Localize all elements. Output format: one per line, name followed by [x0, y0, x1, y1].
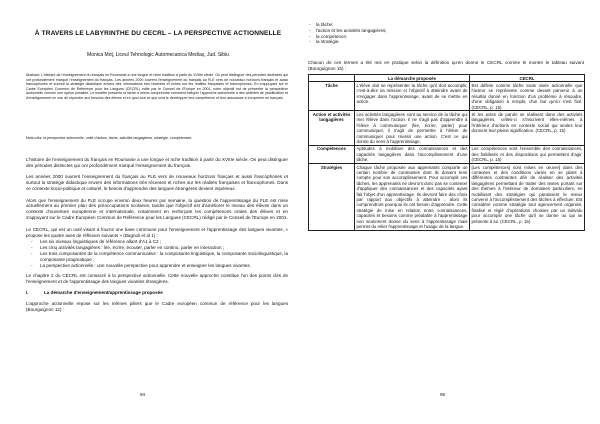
row-term: Tâche — [309, 82, 355, 111]
paragraph: Les années 2000 ouvrent l'enseignement du français au FLE vers de nouveaux horizons français et aussi francophones et surtout la stratégie didactique envers des informations très récentes et riches sur les réalités françaises et francophones. Dans ce contexte socio-politique et culturel, le besoin d'apprendre des langues étrangères devient impérieux. — [26, 174, 288, 192]
header-empty — [309, 75, 355, 82]
page-number: 95 — [440, 392, 446, 397]
table-row — [309, 164, 585, 231]
row-cecrl: Les compétences sont l'ensemble des connaissances, des habiletés et des dispositions qui permettent d'agir. (CECRL, p. 15) — [471, 146, 583, 163]
row-proposed: Les activités langagières sont au service de la tâche qui met l'élève dans l'action. Il ne s'agit pas d'apprendre à l'élève à communiquer (lire, écrire, parler) pour communiquer, il s'agit de permettre à l'élève de communiquer pour réussir une action. C'est ce qui donne du sens à l'apprentissage. — [356, 111, 468, 144]
paragraph: Le chapitre 2 du CECRL est consacré à la perspective actionnelle. Cette nouvelle approche constitue l'un des points clés de l'enseignement et de l'apprentissage des langues vivantes étrangères. — [26, 273, 288, 284]
list-item: - La perspective actionnelle : une nouvelle perspective pour apprendre et enseigner les langues vivantes. — [40, 263, 288, 269]
table-header-row — [309, 75, 585, 82]
page-number: 94 — [140, 392, 146, 397]
section-number: I. — [26, 290, 29, 296]
header-cecrl: CECRL — [470, 75, 585, 82]
article-title: À TRAVERS LE LABYRINTHE DU CECRL – LA PERSPECTIVE ACTIONNELLE — [34, 30, 282, 37]
paragraph: Le CECRL, qui est un outil visant à fournir une base commune pour l'enseignement et l'apprentissage des langues vivantes, « propose les quatre axes de réflexion suivants » (Bagnoli et al 1) : — [26, 226, 288, 238]
table-intro: Chacun de ces termes a été mis en pratique selon la définition qu'en donne le CECRL comme le montre le tableau suivant (Bourguignon 15) : — [308, 60, 584, 71]
table-row — [309, 111, 585, 145]
comparison-table — [308, 74, 585, 231]
list-item: - Les trois composantes de la compétence communicative : la composante linguistique, la composante sociolinguistique, la composante pragmatique ; — [40, 251, 288, 263]
abstract: Abstract: L'histoire de l'enseignement du français en Roumanie a une longue et riche tradition à partir du XVIIIe siècle. On peut distinguer des périodes distinctes qui ont profondément marqué l'enseignement du français. Les années 2000 ouvrent l'enseignement du français au FLE vers de nouveaux horizons français et aussi francophones et surtout la stratégie didactique envers des informations très récentes et riches sur les réalités françaises et francophones. En s'appuyant sur le Cadre Européen Commun de Référence pour les Langues (CECRL) édité par le Conseil de l'Europe en 2001, notre objectif est de présenter la perspective actionnelle comme une option possible. Le modèle présente la tâche à mieux comprendre comment intégrer l'approche actionnelle à des activités de planification et d'enseignement en vue de répondre aux besoins des élèves et en quoi tout ce que cela le développer leur compétence et leur assurance à s'exprimer en français. — [26, 73, 288, 100]
row-proposed: L'élève doit se représenter la tâche qu'il doit accomplir, c'est-à-dire sa mission et l'objectif à atteindre avant de s'engager dans l'apprentissage, avant de se mettre en action. — [355, 82, 470, 111]
list-item: - l'action et les activités langagières; — [316, 28, 586, 34]
body-text — [26, 157, 288, 319]
row-cecrl: Si les actes de parole se réalisent dans des activités langagières, celles-ci s'inscrivent elles-mêmes à l'intérieur d'actions en contexte social qui seules leur donnent leur pleine signification. (CECRL, p. 15) — [470, 111, 585, 145]
list-item: - la tâche; — [316, 22, 586, 28]
list-item: - la stratégie. — [316, 39, 586, 45]
right-page — [300, 0, 600, 424]
reference-axes-list — [26, 239, 288, 269]
pillars-list — [308, 22, 586, 45]
row-proposed: Chaque tâche proposée aux apprenants comporte un certain nombre de contraintes dont ils doivent tenir compte pour son accomplissement. Pour accomplir ces tâches, les apprenants ne devront donc pas se contenter d'appliquer des connaissances et des capacités ayant fait l'objet d'un apprentissage. Ils devront faire des choix par rapport aux objectifs à atteindre ; alors ils comprendront pourquoi ils ont besoin d'apprendre. Cette stratégie de mise en relation entre connaissances, capacités et besoins comme préalable à l'apprentissage non seulement donne du sens à l'apprentissage mais permet du relier l'apprentissage et l'usage de la langue. — [356, 164, 468, 230]
section-title: La démarche d'enseignement/apprentissage proposée — [44, 290, 163, 296]
row-cecrl: [Les compétences] sont mises en œuvre] dans des contextes et des conditions variés en se pliant à différentes contraintes afin de réaliser des activités langagières permettant de traiter des textes portant sur des thèmes à l'intérieur de domaines particuliers, en mobilisant des stratégies qui paraissent le mieux convenir à l'accomplissement des tâches à effectuer. Est considéré comme stratégie tout agencement organisé, finalisé et réglé d'opérations choisies par un individu pour accomplir une tâche qu'il se donne ou qui se présente à lui. (CECRL, p. 15) — [470, 164, 585, 231]
list-item: - Les six niveaux linguistiques de référence allant d'A1 à C2 ; — [40, 239, 288, 245]
author-line: Monica Moț, Liceul Tehnologic Automecanica Mediaș, Jud. Sibiu — [87, 52, 229, 58]
row-cecrl: Est définie comme tâche toute visée actionnelle que l'acteur se représente comme devant parvenir à un résultat donné en fonction d'un problème à résoudre, d'une obligation à remplir, d'un but qu'on s'est fixé. (CECRL, p. 16) — [471, 82, 583, 110]
table-row — [309, 145, 585, 163]
table-row — [309, 82, 585, 111]
paragraph: Alors que l'enseignement du FLE occupe environ deux heures par semaine, la question de l'apprentissage du FLE est mise actuellement au premier plan des préoccupations scolaires, tandis que l'objectif est d'améliorer le niveau des élèves dans un contexte d'ouverture européenne et internationale, notamment en renforçant les compétences orales des élèves et en s'appuyant sur le Cadre Européen Commun de Référence pour les Langues (CECRL) rédigé par le Conseil de l'Europe en 2001. — [26, 197, 288, 221]
row-term: Action et activités langagières — [309, 111, 355, 145]
row-term: Compétences — [309, 145, 355, 163]
section-heading — [26, 290, 288, 296]
keywords: Mots-clés: la perspective actionnelle, unité d'action, tâche, activités langagières, stratégie, compétences — [26, 136, 192, 140]
list-item: - Les cinq activités langagières : lire, écrire, écouter, parler en continu, parler en interaction ; — [40, 245, 288, 251]
header-proposed: La démarche proposée — [355, 75, 470, 82]
row-term: Stratégies — [309, 164, 355, 231]
row-proposed: Aptitudes à mobiliser des connaissances et des capacités langagières dans l'accomplissement d'une tâche. — [356, 146, 468, 163]
paragraph: L'approche actionnelle repose sur les mêmes piliers que le Cadre européen commun de référence pour les langues (Bourguignon 12) : — [26, 301, 288, 313]
list-item: - la compétence; — [316, 34, 586, 40]
paragraph: L'histoire de l'enseignement du français en Roumanie a une longue et riche tradition à partir du XVIIIe siècle. On peut distinguer des périodes distinctes qui ont profondément marqué l'enseignement du français. — [26, 157, 288, 168]
